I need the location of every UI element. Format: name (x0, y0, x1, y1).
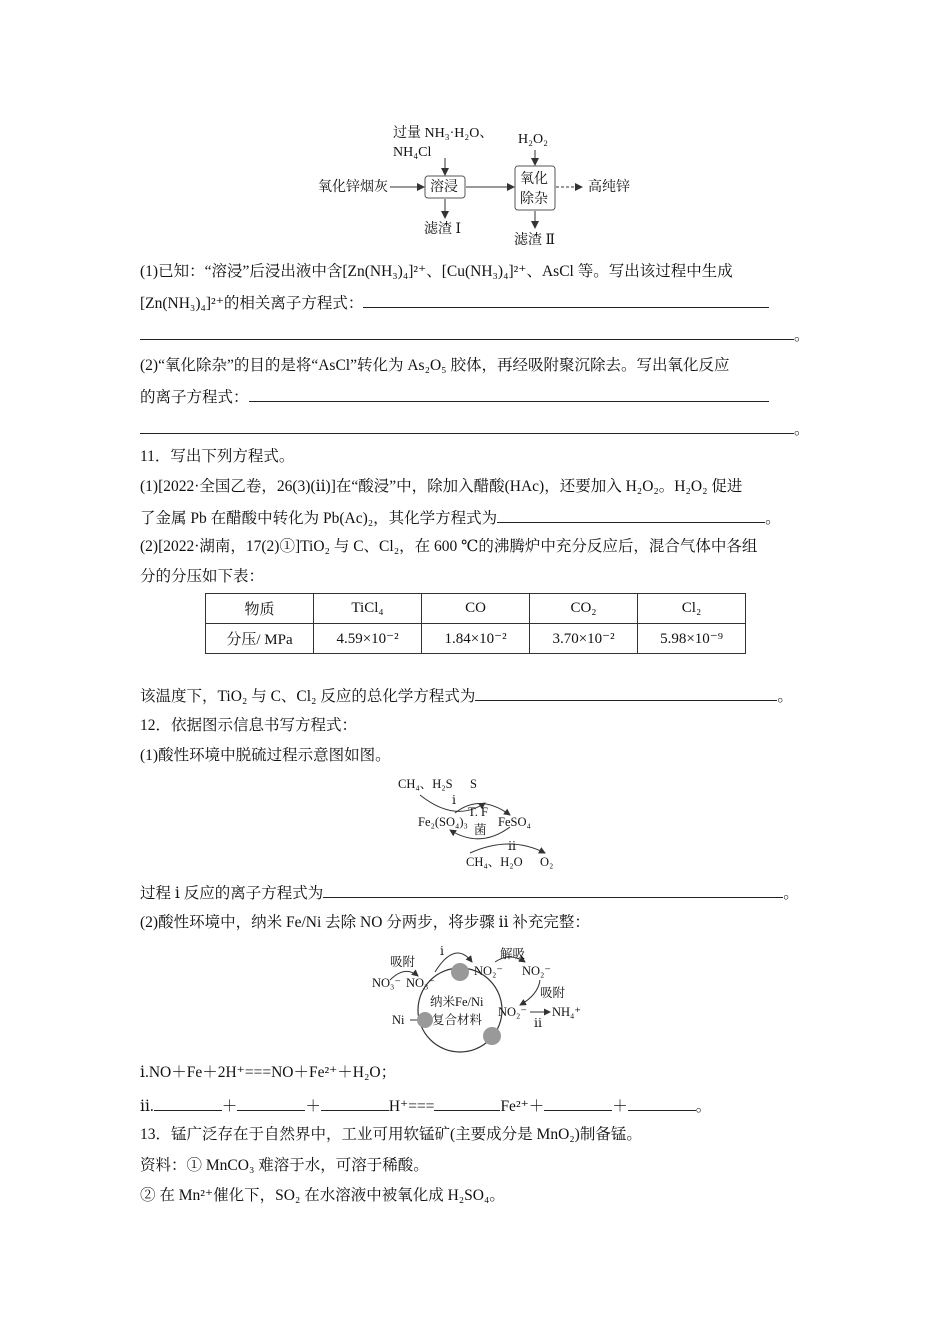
q10-part1-answer-blank[interactable] (363, 292, 769, 308)
no2-free-label: NO₂⁻ (522, 964, 552, 978)
q11-part2-text-2: 分的分压如下表： (140, 568, 265, 585)
q13-title: 13．锰广泛存在于自然界中，工业可用软锰矿(主要成分是 MnO₂)制备锰。 (140, 1126, 642, 1143)
ni-label: Ni (392, 1013, 405, 1027)
q13-reference-2: ② 在 Mn²⁺催化下，SO₂ 在水溶液中被氧化成 H₂SO₄。 (140, 1187, 505, 1204)
input-label: 氧化锌烟灰 (318, 180, 388, 195)
table-cell: 分压/ MPa (206, 624, 314, 654)
q10-part1-line2 (140, 324, 810, 346)
q10-part1-text: (1)已知：“溶浸”后浸出液中含[Zn(NH₃)₄]²⁺、[Cu(NH₃)₄]²⁺、AsCl 等。写出该过程中生成 (140, 263, 733, 280)
step-ii-label: ⅱ (534, 1016, 542, 1030)
q11-part1-label: 了金属 Pb 在醋酸中转化为 Pb(Ac)₂，其化学方程式为 (140, 510, 498, 527)
material-label: 纳米Fe/Ni (430, 995, 484, 1009)
period: 。 (794, 327, 810, 344)
table-cell: 1.84×10⁻² (422, 624, 530, 654)
table-row (206, 624, 746, 654)
material-label-2: 复合材料 (432, 1013, 483, 1027)
q11-part2-label: 该温度下，TiO₂ 与 C、Cl₂ 反应的总化学方程式为 (140, 688, 476, 705)
ch4-h2o-label: CH₄、H₂O (466, 855, 523, 869)
bacteria-label: T. F (468, 805, 488, 819)
product-s-label: S (470, 777, 477, 791)
q10-part2-prompt (140, 386, 769, 408)
box-dissolve-label: 溶浸 (430, 180, 458, 195)
table-header-cell: Cl₂ (638, 594, 746, 624)
q10-part2-answer-blank-2[interactable] (140, 418, 794, 434)
partial-pressure-table (205, 593, 746, 654)
table-header-cell: CO (422, 594, 530, 624)
table-header-cell: 物质 (206, 594, 314, 624)
fe2so43-label: Fe₂(SO₄)₃ (418, 815, 468, 829)
plus-sign: ＋ (305, 1098, 321, 1115)
table-cell: 5.98×10⁻⁹ (638, 624, 746, 654)
step-ii-blank-3[interactable] (321, 1095, 389, 1111)
table-header-cell: TiCl₄ (314, 594, 422, 624)
no3-label: NO₃⁻ (372, 976, 402, 990)
nh4-label: NH₄⁺ (552, 1005, 582, 1019)
q10-part1-prompt (140, 292, 769, 314)
q12-part1-answer-blank[interactable] (323, 882, 783, 898)
reagent-label-2: NH₄Cl (393, 145, 432, 160)
step-ii-blank-5[interactable] (544, 1095, 612, 1111)
table-cell: 3.70×10⁻² (530, 624, 638, 654)
h2o2-label: H₂O₂ (518, 132, 548, 147)
period: 。 (777, 688, 793, 705)
no3-adsorbed-label: NO₃⁻ (406, 976, 436, 990)
q11-part1-answer-blank[interactable] (497, 507, 765, 523)
q12-part1-text: (1)酸性环境中脱硫过程示意图如图。 (140, 747, 391, 764)
q11-part2-text: (2)[2022·湖南，17(2)①]TiO₂ 与 C、Cl₂，在 600 ℃的沸腾炉中充分反应后，混合气体中各组 (140, 538, 758, 555)
q11-part2-answer-blank[interactable] (475, 685, 777, 701)
h-plus-equals: H⁺=== (388, 1098, 435, 1115)
reagent-label: 过量 NH₃·H₂O、 (393, 126, 494, 141)
period: 。 (695, 1098, 712, 1115)
step-i-label: ⅰ (440, 944, 444, 958)
table-header-row (206, 594, 746, 624)
step-i-label: ⅰ (452, 793, 456, 807)
q12-part1-prompt (140, 882, 799, 904)
adsorb-label: 吸附 (390, 955, 416, 969)
step-ii-blank-2[interactable] (237, 1095, 305, 1111)
table-cell: 4.59×10⁻² (314, 624, 422, 654)
residue-1-label: 滤渣 Ⅰ (424, 222, 462, 237)
step-ii-prefix: ⅱ. (140, 1098, 154, 1115)
bacteria-label-2: 菌 (474, 823, 487, 837)
step-ii-blank-4[interactable] (434, 1095, 500, 1111)
table-header-cell: CO₂ (530, 594, 638, 624)
q10-part2-answer-blank[interactable] (249, 386, 769, 402)
plus-sign: ＋ (221, 1098, 238, 1115)
q10-part2-label: 的离子方程式： (140, 389, 249, 406)
q10-part2-text: (2)“氧化除杂”的目的是将“AsCl”转化为 As₂O₅ 胶体，再经吸附聚沉除去。写出氧化反应 (140, 357, 730, 374)
q10-part1-label: [Zn(NH₃)₄]²⁺的相关离子方程式： (140, 295, 364, 312)
q12-part2-text: (2)酸性环境中，纳米 Fe/Ni 去除 NO 分两步，将步骤 ⅱ 补充完整： (140, 914, 590, 931)
no2-adsorbed-label: NO₂⁻ (474, 964, 504, 978)
step-ii-label: ⅱ (508, 839, 516, 853)
period: 。 (794, 421, 810, 438)
q12-part1-label: 过程 ⅰ 反应的离子方程式为 (140, 885, 324, 902)
q12-step-ii (140, 1095, 711, 1117)
q10-part1-answer-blank-2[interactable] (140, 324, 794, 340)
desorb-label: 解吸 (500, 947, 526, 961)
q12-title: 12．依据图示信息书写方程式： (140, 717, 358, 734)
no2-adsorbed-2-label: NO₂⁻ (498, 1005, 528, 1019)
box-oxidize-label-2: 除杂 (520, 192, 548, 207)
q11-part2-prompt (140, 685, 793, 707)
q11-title: 11．写出下列方程式。 (140, 448, 295, 465)
q13-reference-1: 资料：① MnCO₃ 难溶于水，可溶于稀酸。 (140, 1157, 429, 1174)
box-oxidize-label: 氧化 (520, 172, 548, 187)
output-label: 高纯锌 (588, 180, 630, 195)
adsorb-2-label: 吸附 (540, 986, 566, 1000)
feso4-label: FeSO₄ (498, 815, 531, 829)
residue-2-label: 滤渣 Ⅱ (514, 233, 556, 248)
step-ii-blank-6[interactable] (628, 1095, 696, 1111)
period: 。 (783, 885, 799, 902)
q11-part1-prompt (140, 507, 781, 529)
q12-step-i: ⅰ.NO＋Fe＋2H⁺===NO＋Fe²⁺＋H₂O； (140, 1064, 397, 1081)
q10-part2-line2 (140, 418, 810, 440)
q11-part1-text: (1)[2022·全国乙卷，26(3)(ⅱ)]在“酸浸”中，除加入醋酸(HAc)，还要加入 H₂O₂。H₂O₂ 促进 (140, 478, 743, 495)
period: 。 (765, 510, 781, 527)
fe2-plus: Fe²⁺＋ (500, 1098, 545, 1115)
o2-label: O₂ (540, 855, 554, 869)
reactant-label: CH₄、H₂S (398, 777, 453, 791)
plus-sign: ＋ (612, 1098, 628, 1115)
step-ii-blank-1[interactable] (154, 1095, 222, 1111)
